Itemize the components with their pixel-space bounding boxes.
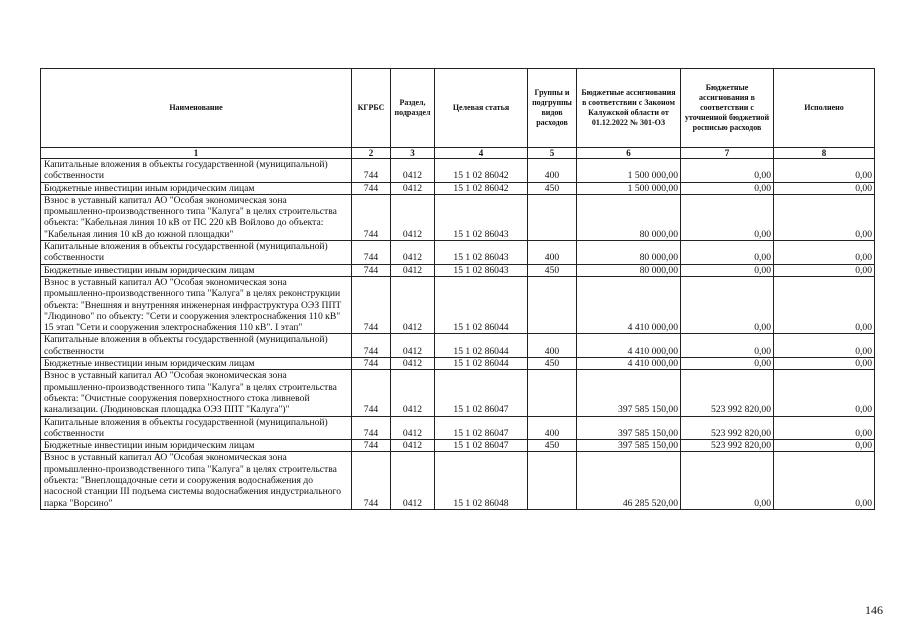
row-section: 0412 [391,194,435,240]
row-refined-allocation: 0,00 [681,182,774,194]
row-target-article: 15 1 02 86048 [435,452,528,509]
row-kgrbs: 744 [352,440,391,452]
row-refined-allocation: 523 992 820,00 [681,440,774,452]
column-number: 1 [41,148,352,159]
row-expense-group [528,452,577,509]
row-section: 0412 [391,264,435,276]
row-section: 0412 [391,241,435,265]
budget-table-sheet [40,68,874,510]
header-section: Раздел, подраздел [391,69,435,148]
row-law-allocation: 1 500 000,00 [577,159,681,183]
row-expense-group: 400 [528,334,577,358]
column-number: 8 [774,148,875,159]
row-executed: 0,00 [774,264,875,276]
row-name: Взнос в уставный капитал АО "Особая экономическая зона промышленно-производственного типа "Калуга" в целях строительства объекта: "Кабельная линия 10 кВ от ПС 220 кВ Войлово до объекта: "Кабельная линия 10 кВ до южной площадки" [41,194,352,240]
row-section: 0412 [391,182,435,194]
row-name: Взнос в уставный капитал АО "Особая экономическая зона промышленно-производственного типа "Калуга" в целях строительства объекта: "Очистные сооружения поверхностного стока ливневой канализации. (Людиновская площадка ОЭЗ ППТ "Калуга")" [41,370,352,416]
header-name: Наименование [41,69,352,148]
row-executed: 0,00 [774,194,875,240]
row-kgrbs: 744 [352,334,391,358]
row-refined-allocation: 0,00 [681,159,774,183]
budget-table [40,68,875,510]
row-expense-group: 450 [528,182,577,194]
header-executed: Исполнено [774,69,875,148]
row-name: Капитальные вложения в объекты государственной (муниципальной) собственности [41,334,352,358]
row-target-article: 15 1 02 86042 [435,182,528,194]
row-expense-group [528,370,577,416]
row-refined-allocation: 523 992 820,00 [681,370,774,416]
table-row [41,358,875,370]
row-executed: 0,00 [774,452,875,509]
table-row [41,416,875,440]
row-refined-allocation: 0,00 [681,241,774,265]
row-refined-allocation: 523 992 820,00 [681,416,774,440]
row-refined-allocation: 0,00 [681,276,774,333]
row-refined-allocation: 0,00 [681,264,774,276]
row-expense-group [528,194,577,240]
table-row [41,334,875,358]
row-name: Взнос в уставный капитал АО "Особая экономическая зона промышленно-производственного типа "Калуга" в целях строительства объекта: "Внеплощадочные сети и сооружения водоснабжения до насосной станции III подъема системы водоснабжения индустриального парка "Ворсино" [41,452,352,509]
column-number-row [41,148,875,159]
column-number: 2 [352,148,391,159]
row-kgrbs: 744 [352,241,391,265]
row-law-allocation: 397 585 150,00 [577,440,681,452]
row-target-article: 15 1 02 86044 [435,276,528,333]
row-name: Капитальные вложения в объекты государственной (муниципальной) собственности [41,159,352,183]
table-row [41,452,875,509]
row-kgrbs: 744 [352,358,391,370]
row-name: Капитальные вложения в объекты государственной (муниципальной) собственности [41,416,352,440]
row-section: 0412 [391,440,435,452]
row-executed: 0,00 [774,416,875,440]
row-target-article: 15 1 02 86043 [435,264,528,276]
row-law-allocation: 4 410 000,00 [577,334,681,358]
page-number: 146 [865,603,883,617]
row-refined-allocation: 0,00 [681,452,774,509]
row-section: 0412 [391,370,435,416]
row-section: 0412 [391,358,435,370]
header-target-article: Целевая статья [435,69,528,148]
row-law-allocation: 1 500 000,00 [577,182,681,194]
row-refined-allocation: 0,00 [681,358,774,370]
row-name: Бюджетные инвестиции иным юридическим лицам [41,358,352,370]
row-law-allocation: 397 585 150,00 [577,370,681,416]
row-target-article: 15 1 02 86042 [435,159,528,183]
row-executed: 0,00 [774,159,875,183]
column-number: 7 [681,148,774,159]
column-number: 4 [435,148,528,159]
table-row [41,370,875,416]
table-row [41,440,875,452]
row-executed: 0,00 [774,182,875,194]
header-kgrbs: КГРБС [352,69,391,148]
row-expense-group [528,276,577,333]
row-target-article: 15 1 02 86047 [435,416,528,440]
row-section: 0412 [391,334,435,358]
row-target-article: 15 1 02 86047 [435,440,528,452]
table-row [41,241,875,265]
header-expense-group: Группы и подгруппы видов расходов [528,69,577,148]
table-row [41,159,875,183]
row-kgrbs: 744 [352,416,391,440]
row-expense-group: 450 [528,358,577,370]
row-refined-allocation: 0,00 [681,334,774,358]
row-section: 0412 [391,416,435,440]
row-name: Бюджетные инвестиции иным юридическим лицам [41,440,352,452]
row-law-allocation: 4 410 000,00 [577,358,681,370]
table-row [41,182,875,194]
row-kgrbs: 744 [352,159,391,183]
row-law-allocation: 4 410 000,00 [577,276,681,333]
table-row [41,194,875,240]
column-number: 6 [577,148,681,159]
row-executed: 0,00 [774,241,875,265]
row-kgrbs: 744 [352,452,391,509]
row-law-allocation: 80 000,00 [577,241,681,265]
row-law-allocation: 46 285 520,00 [577,452,681,509]
row-expense-group: 450 [528,264,577,276]
row-kgrbs: 744 [352,264,391,276]
row-section: 0412 [391,276,435,333]
row-expense-group: 400 [528,159,577,183]
row-kgrbs: 744 [352,182,391,194]
row-executed: 0,00 [774,440,875,452]
row-section: 0412 [391,452,435,509]
row-expense-group: 400 [528,241,577,265]
row-section: 0412 [391,159,435,183]
table-row [41,264,875,276]
row-target-article: 15 1 02 86044 [435,358,528,370]
row-expense-group: 400 [528,416,577,440]
row-executed: 0,00 [774,276,875,333]
header-refined-allocations: Бюджетные ассигнования в соответствии с уточненной бюджетной росписью расходов [681,69,774,148]
row-target-article: 15 1 02 86047 [435,370,528,416]
row-kgrbs: 744 [352,276,391,333]
row-kgrbs: 744 [352,370,391,416]
row-law-allocation: 80 000,00 [577,194,681,240]
row-law-allocation: 80 000,00 [577,264,681,276]
row-refined-allocation: 0,00 [681,194,774,240]
row-executed: 0,00 [774,370,875,416]
column-number: 3 [391,148,435,159]
row-law-allocation: 397 585 150,00 [577,416,681,440]
header-law-allocations: Бюджетные ассигнования в соответствии с Законом Калужской области от 01.12.2022 № 301-ОЗ [577,69,681,148]
header-row [41,69,875,148]
row-expense-group: 450 [528,440,577,452]
row-executed: 0,00 [774,334,875,358]
row-kgrbs: 744 [352,194,391,240]
column-number: 5 [528,148,577,159]
row-name: Бюджетные инвестиции иным юридическим лицам [41,182,352,194]
row-name: Капитальные вложения в объекты государственной (муниципальной) собственности [41,241,352,265]
row-target-article: 15 1 02 86044 [435,334,528,358]
row-target-article: 15 1 02 86043 [435,194,528,240]
row-executed: 0,00 [774,358,875,370]
row-name: Бюджетные инвестиции иным юридическим лицам [41,264,352,276]
row-target-article: 15 1 02 86043 [435,241,528,265]
row-name: Взнос в уставный капитал АО "Особая экономическая зона промышленно-производственного типа "Калуга" в целях реконструкции объекта: "Внешняя и внутренняя инженерная инфраструктура ОЭЗ ППТ "Людиново" по объекту: "Сети и сооружения электроснабжения 110 кВ" 15 этап "Сети и сооружения электроснабжения 110 кВ". I этап" [41,276,352,333]
table-body [41,159,875,510]
table-row [41,276,875,333]
